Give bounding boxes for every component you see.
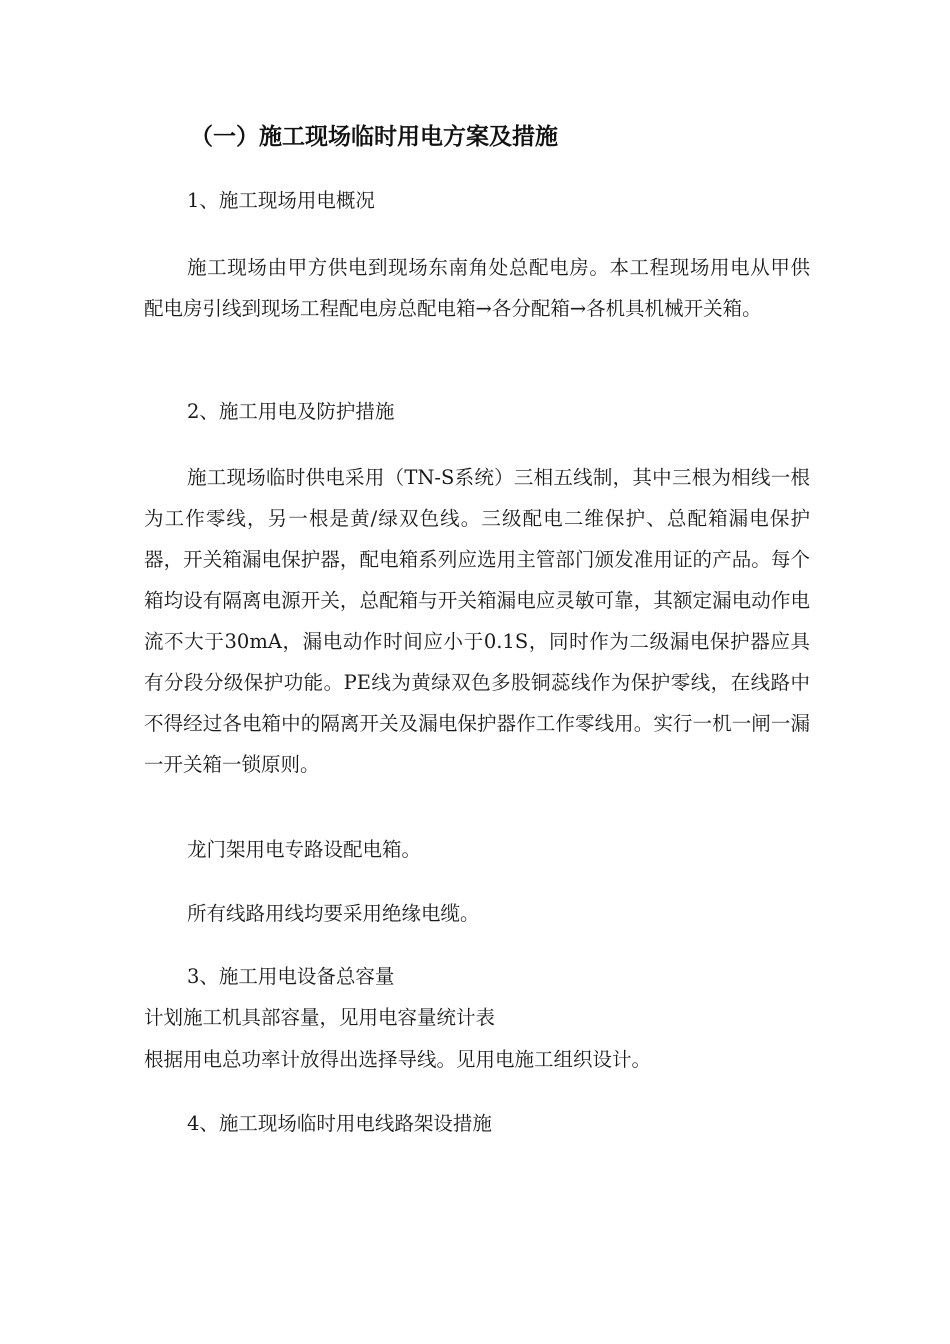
section-2-heading: 2、施工用电及防护措施 — [187, 400, 395, 423]
section-3-heading: 3、施工用电设备总容量 — [187, 965, 395, 988]
section-2-note-gantry: 龙门架用电专路设配电箱。 — [187, 838, 422, 861]
section-3-line-1: 计划施工机具部容量，见用电容量统计表 — [144, 1006, 496, 1029]
section-2-paragraph: 施工现场临时供电采用（TN-S系统）三相五线制，其中三根为相线一根为工作零线，另一根是黄/绿双色线。三级配电二维保护、总配箱漏电保护器，开关箱漏电保护器，配电箱系列应选用主管部门颁发准用证的产品。每个箱均设有隔离电源开关，总配箱与开关箱漏电应灵敏可靠，其额定漏电动作电流不大于30mA，漏电动作时间应小于0.1S，同时作为二级漏电保护器应具有分段分级保护功能。PE线为黄绿双色多股铜蕊线作为保护零线，在线路中不得经过各电箱中的隔离开关及漏电保护器作工作零线用。实行一机一闸一漏一开关箱一锁原则。 — [144, 466, 810, 776]
section-1-heading: 1、施工现场用电概况 — [187, 189, 375, 212]
section-1-paragraph: 施工现场由甲方供电到现场东南角处总配电房。本工程现场用电从甲供配电房引线到现场工程配电房总配电箱→各分配箱→各机具机械开关箱。 — [144, 256, 810, 320]
section-3-line-2: 根据用电总功率计放得出选择导线。见用电施工组织设计。 — [144, 1048, 652, 1071]
section-4-heading: 4、施工现场临时用电线路架设措施 — [187, 1112, 492, 1135]
section-2-note-cables: 所有线路用线均要采用绝缘电缆。 — [187, 902, 480, 925]
document-title: （一）施工现场临时用电方案及措施 — [190, 124, 558, 150]
